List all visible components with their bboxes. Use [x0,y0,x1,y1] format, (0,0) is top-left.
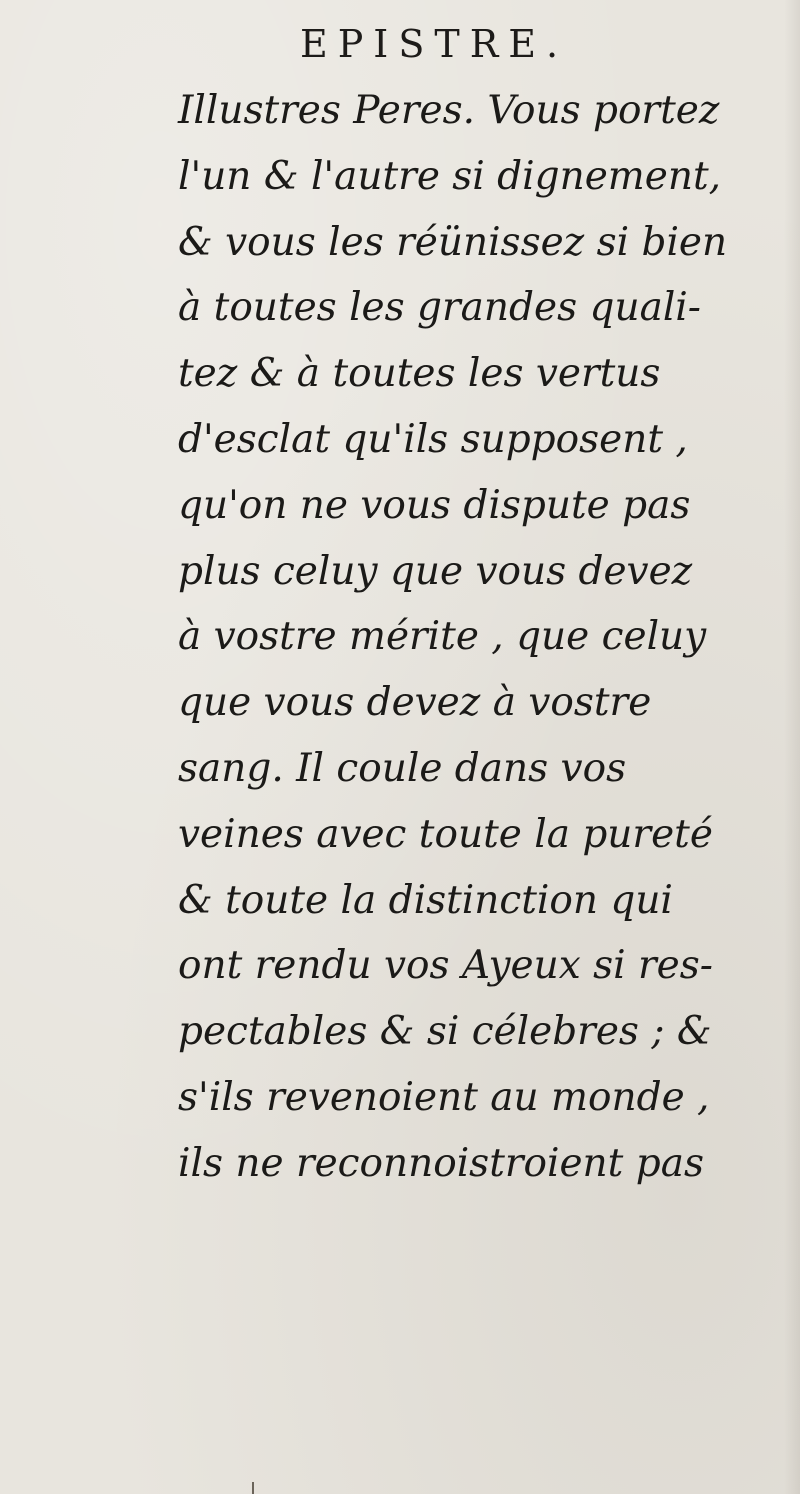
page-edge-shadow [784,0,800,1494]
text-line: & vous les réünissez si bien [178,219,728,265]
running-head: EPISTRE. [300,22,569,66]
text-line: qu'on ne vous dispute pas [178,482,691,528]
text-line: que vous devez à vostre [178,680,652,726]
text-line: pectables & si célebres ; & [178,1009,712,1055]
text-line: Illustres Peres. Vous portez [178,88,720,133]
text-line: plus celuy que vous devez [178,548,693,594]
text-line: à vostre mérite , que celuy [178,614,707,660]
text-line: à toutes les grandes quali- [178,285,701,331]
text-block [178,78,768,1197]
text-line: s'ils revenoient au monde , [178,1074,710,1120]
text-line: ils ne reconnoistroient pas [178,1140,704,1186]
text-line: d'esclat qu'ils supposent , [178,416,688,462]
text-line: & toute la distinction qui [178,877,673,923]
text-line: tez & à toutes les vertus [178,351,661,397]
text-line: sang. Il coule dans vos [178,745,627,791]
text-line: veines avec toute la pureté [178,811,713,857]
text-line: l'un & l'autre si dignement, [178,153,722,199]
text-line: ont rendu vos Ayeux si res- [178,943,713,989]
page-bottom-mark [252,1482,254,1494]
